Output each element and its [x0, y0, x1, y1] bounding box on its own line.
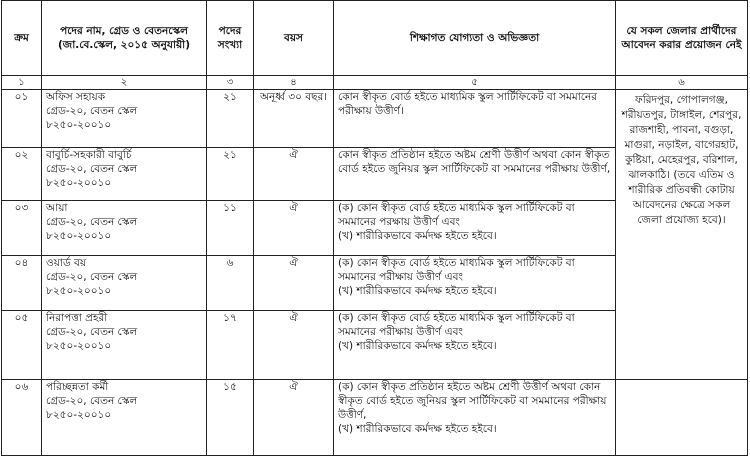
post-name: ওয়ার্ড বয় [46, 257, 87, 269]
row-count: ১১ [207, 201, 254, 256]
column-number: ৩ [207, 76, 254, 90]
districts-note: ফরিদপুর, গোপালগঞ্জ, শরীয়তপুর, টাঙ্গাইল, শেরপুর, রাজশাহী, পাবনা, বগুড়া, মাগুরা, নড়াইল, বাগেরহাট, কুষ্টিয়া, মেহেরপুর, বরিশাল, ঝালকাঠি। (তবে এতিম ও শারীরিক প্রতিবন্ধী কোটায় আবেদনের ক্ষেত্রে সকল জেলা প্রযোজ্য হবে)। [616, 90, 748, 380]
qualification-line: (খ) শারীরিকভাবে কর্মদক্ষ হইতে হইবে। [338, 285, 497, 297]
post-pay-scale: ৮২৫০-২০০১০ [46, 119, 112, 131]
row-count: ৬ [207, 256, 254, 311]
column-number: ১ [2, 76, 42, 90]
job-table [1, 0, 748, 456]
post-grade: গ্রেড-২০, বেতন স্কেল [46, 326, 138, 338]
row-serial: ০২ [2, 148, 42, 201]
post-name: পরিচ্ছন্নতা কর্মী [46, 381, 109, 393]
row-age: ঐ [254, 148, 334, 201]
header-count: পদের সংখ্যা [207, 1, 254, 76]
row-post [42, 90, 207, 148]
header-serial: ক্রম [2, 1, 42, 76]
row-qualification [334, 201, 616, 256]
row-age: ঐ [254, 201, 334, 256]
column-number: ৪ [254, 76, 334, 90]
column-number: ৬ [616, 76, 748, 90]
row-post [42, 201, 207, 256]
qualification-line: কোন স্বীকৃত বোর্ড হইতে মাধ্যমিক স্কুল সার্টিফিকেট বা সমমানের পরীক্ষায় উত্তীর্ণ। [338, 91, 598, 117]
post-grade: গ্রেড-২০, বেতন স্কেল [46, 216, 138, 228]
row-count: ২১ [207, 90, 254, 148]
column-number: ২ [42, 76, 207, 90]
qualification-line: কোন স্বীকৃত প্রতিষ্ঠান হইতে অষ্টম শ্রেণী উত্তীর্ণ অথবা কোন স্বীকৃত বোর্ড হইতে জুনিয়র স্কুল সার্টিফিকেট বা সমমানের পরীক্ষায় উত্তীর্ণ, [338, 149, 611, 175]
qualification-line: (ক) কোন স্বীকৃত প্রতিষ্ঠান হইতে অষ্টম শ্রেণী উত্তীর্ণ অথবা কোন স্বীকৃত বোর্ড হইতে জুনিয়র স্কুল সার্টিফিকেট বা সমমানের পরীক্ষায় উত্তীর্ণ, [338, 381, 607, 421]
post-name: আয়া [46, 202, 68, 214]
row-serial: ০৬ [2, 380, 42, 456]
row-serial: ০৩ [2, 201, 42, 256]
post-name: অফিস সহায়ক [46, 91, 106, 103]
post-name: নিরাপত্তা প্রহরী [46, 312, 108, 324]
table-row [2, 90, 748, 148]
post-name: বাবুর্চি-সহকারী বাবুর্চি [46, 149, 132, 161]
row-count: ১৫ [207, 380, 254, 456]
row-age: ঐ [254, 380, 334, 456]
row-qualification [334, 148, 616, 201]
post-pay-scale: ৮২৫০-২০০১০ [46, 230, 112, 242]
row-qualification [334, 256, 616, 311]
header-districts: যে সকল জেলার প্রার্থীদের আবেদন করার প্রয়োজন নেই [616, 1, 748, 76]
post-grade: গ্রেড-২০, বেতন স্কেল [46, 271, 138, 283]
row-serial: ০১ [2, 90, 42, 148]
header-age: বয়স [254, 1, 334, 76]
row-qualification [334, 90, 616, 148]
qualification-line: (ক) কোন স্বীকৃত বোর্ড হইতে মাধ্যমিক স্কুল সার্টিফিকেট বা সমমানের পরীক্ষায় উত্তীর্ণ এবং [338, 312, 575, 338]
post-pay-scale: ৮২৫০-২০০১০ [46, 285, 112, 297]
row-post [42, 256, 207, 311]
row-age: ঐ [254, 311, 334, 380]
job-circular-sheet [1, 0, 747, 456]
qualification-line: (ক) কোন স্বীকৃত বোর্ড হইতে মাধ্যমিক স্কুল সার্টিফিকেট বা সমমানের পরক্ষায় উত্তীর্ণ এবং [338, 202, 575, 228]
post-pay-scale: ৮২৫০-২০০১০ [46, 340, 112, 352]
post-grade: গ্রেড-২০, বেতন স্কেল [46, 163, 138, 175]
row-serial: ০৫ [2, 311, 42, 380]
qualification-line: (খ) শারীরিকভাবে কর্মদক্ষ হইতে হইবে। [338, 230, 497, 242]
table-row [2, 380, 748, 456]
row-qualification [334, 311, 616, 380]
column-number: ৫ [334, 76, 616, 90]
post-grade: গ্রেড-২০, বেতন স্কেল [46, 105, 138, 117]
column-number-row [2, 76, 748, 90]
header-row [2, 1, 748, 76]
post-pay-scale: ৮২৫০-২০০১০ [46, 177, 112, 189]
row-count: ১৭ [207, 311, 254, 380]
row-age: ঐ [254, 256, 334, 311]
post-pay-scale: ৮২৫০-২০০১০ [46, 409, 112, 421]
post-grade: গ্রেড-২০, বেতন স্কেল [46, 395, 138, 407]
row-post [42, 148, 207, 201]
row-age: অনূর্ধ্ব ৩০ বছর। [254, 90, 334, 148]
qualification-line: (খ) শারীরিকভাবে কর্মদক্ষ হইতে হইবে। [338, 423, 497, 435]
row-serial: ০৪ [2, 256, 42, 311]
row-post [42, 380, 207, 456]
row-qualification [334, 380, 616, 456]
districts-empty-cell [616, 380, 748, 456]
header-qualification: শিক্ষাগত যোগ্যতা ও অভিজ্ঞতা [334, 1, 616, 76]
header-post: পদের নাম, গ্রেড ও বেতনস্কেল (জা.বে.স্কেল, ২০১৫ অনুযায়ী) [42, 1, 207, 76]
qualification-line: (ক) কোন স্বীকৃত বোর্ড হইতে মাধ্যমিক স্কুল সার্টিফিকেট বা সমমানের পরীক্ষায় উত্তীর্ণ এবং [338, 257, 575, 283]
qualification-line: (খ) শারীরিকভাবে কর্মদক্ষ হইতে হইবে। [338, 340, 497, 352]
row-post [42, 311, 207, 380]
row-count: ২১ [207, 148, 254, 201]
table-body [2, 90, 748, 456]
